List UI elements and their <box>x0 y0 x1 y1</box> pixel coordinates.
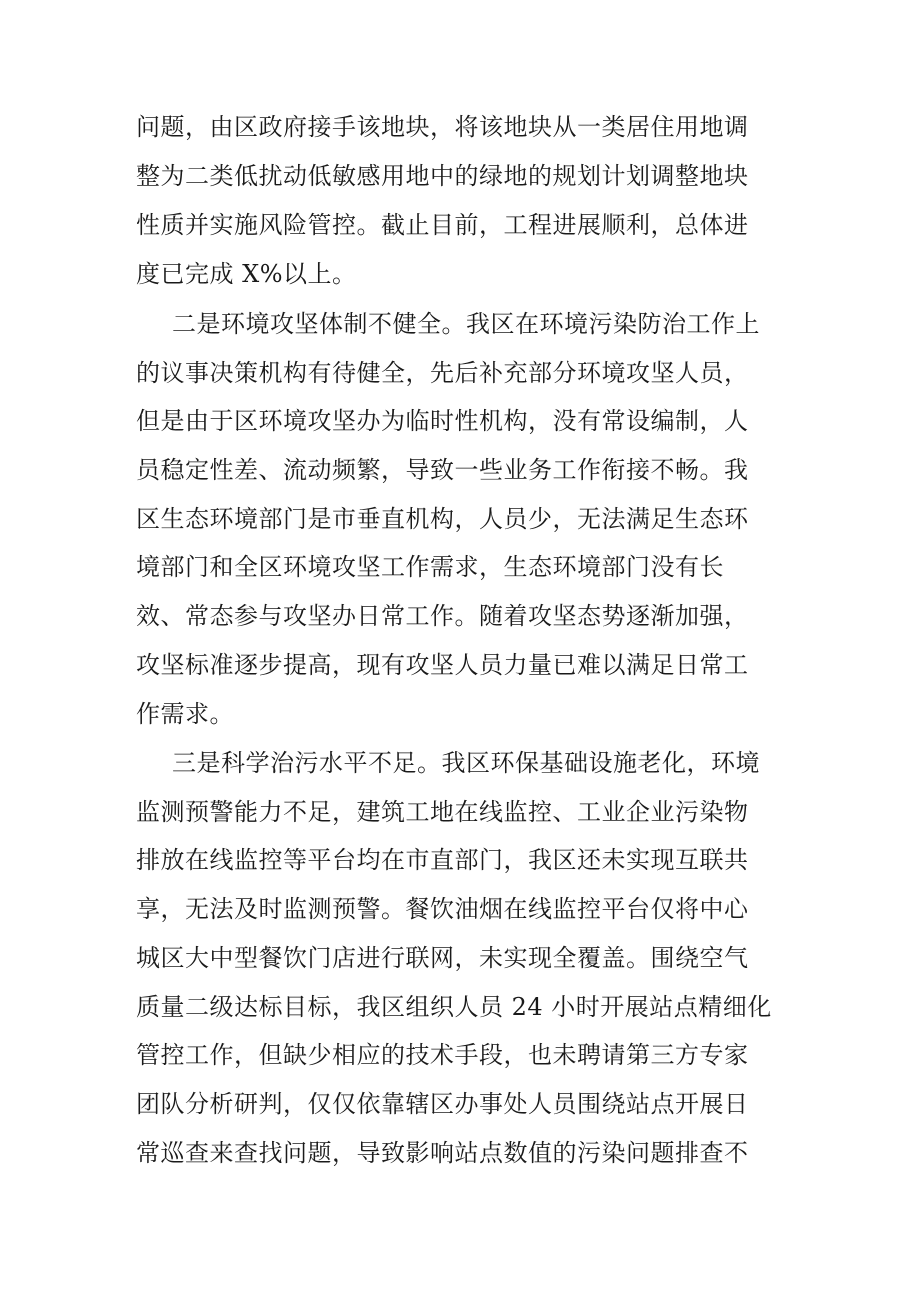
text-line: 享，无法及时监测预警。餐饮油烟在线监控平台仅将中心 <box>136 895 749 923</box>
text-line: 效、常态参与攻坚办日常工作。随着攻坚态势逐渐加强， <box>136 602 749 630</box>
text-line: 性质并实施风险管控。截止目前，工程进展顺利，总体进 <box>136 211 749 239</box>
text-line: 常巡查来查找问题，导致影响站点数值的污染问题排查不 <box>136 1139 749 1167</box>
text-line: 质量二级达标目标，我区组织人员 24 小时开展站点精细化 <box>136 993 772 1021</box>
text-line: 问题，由区政府接手该地块，将该地块从一类居住用地调 <box>136 113 749 141</box>
paragraph-start-line: 三是科学治污水平不足。我区环保基础设施老化，环境 <box>172 749 760 777</box>
text-line: 管控工作，但缺少相应的技术手段，也未聘请第三方专家 <box>136 1041 749 1069</box>
text-line: 城区大中型餐饮门店进行联网，未实现全覆盖。围绕空气 <box>136 944 749 972</box>
text-line: 排放在线监控等平台均在市直部门，我区还未实现互联共 <box>136 846 749 874</box>
text-line: 区生态环境部门是市垂直机构，人员少，无法满足生态环 <box>136 505 749 533</box>
text-line: 作需求。 <box>136 700 234 728</box>
text-line: 境部门和全区环境攻坚工作需求，生态环境部门没有长 <box>136 553 724 581</box>
text-line: 但是由于区环境攻坚办为临时性机构，没有常设编制，人 <box>136 407 749 435</box>
text-line: 整为二类低扰动低敏感用地中的绿地的规划计划调整地块 <box>136 162 749 190</box>
text-line: 的议事决策机构有待健全，先后补充部分环境攻坚人员， <box>136 359 749 387</box>
text-line: 度已完成 X%以上。 <box>136 260 357 288</box>
text-line: 监测预警能力不足，建筑工地在线监控、工业企业污染物 <box>136 798 749 826</box>
text-line: 员稳定性差、流动频繁，导致一些业务工作衔接不畅。我 <box>136 456 749 484</box>
paragraph-start-line: 二是环境攻坚体制不健全。我区在环境污染防治工作上 <box>172 310 760 338</box>
text-line: 攻坚标准逐步提高，现有攻坚人员力量已难以满足日常工 <box>136 651 749 679</box>
text-line: 团队分析研判，仅仅依靠辖区办事处人员围绕站点开展日 <box>136 1090 749 1118</box>
